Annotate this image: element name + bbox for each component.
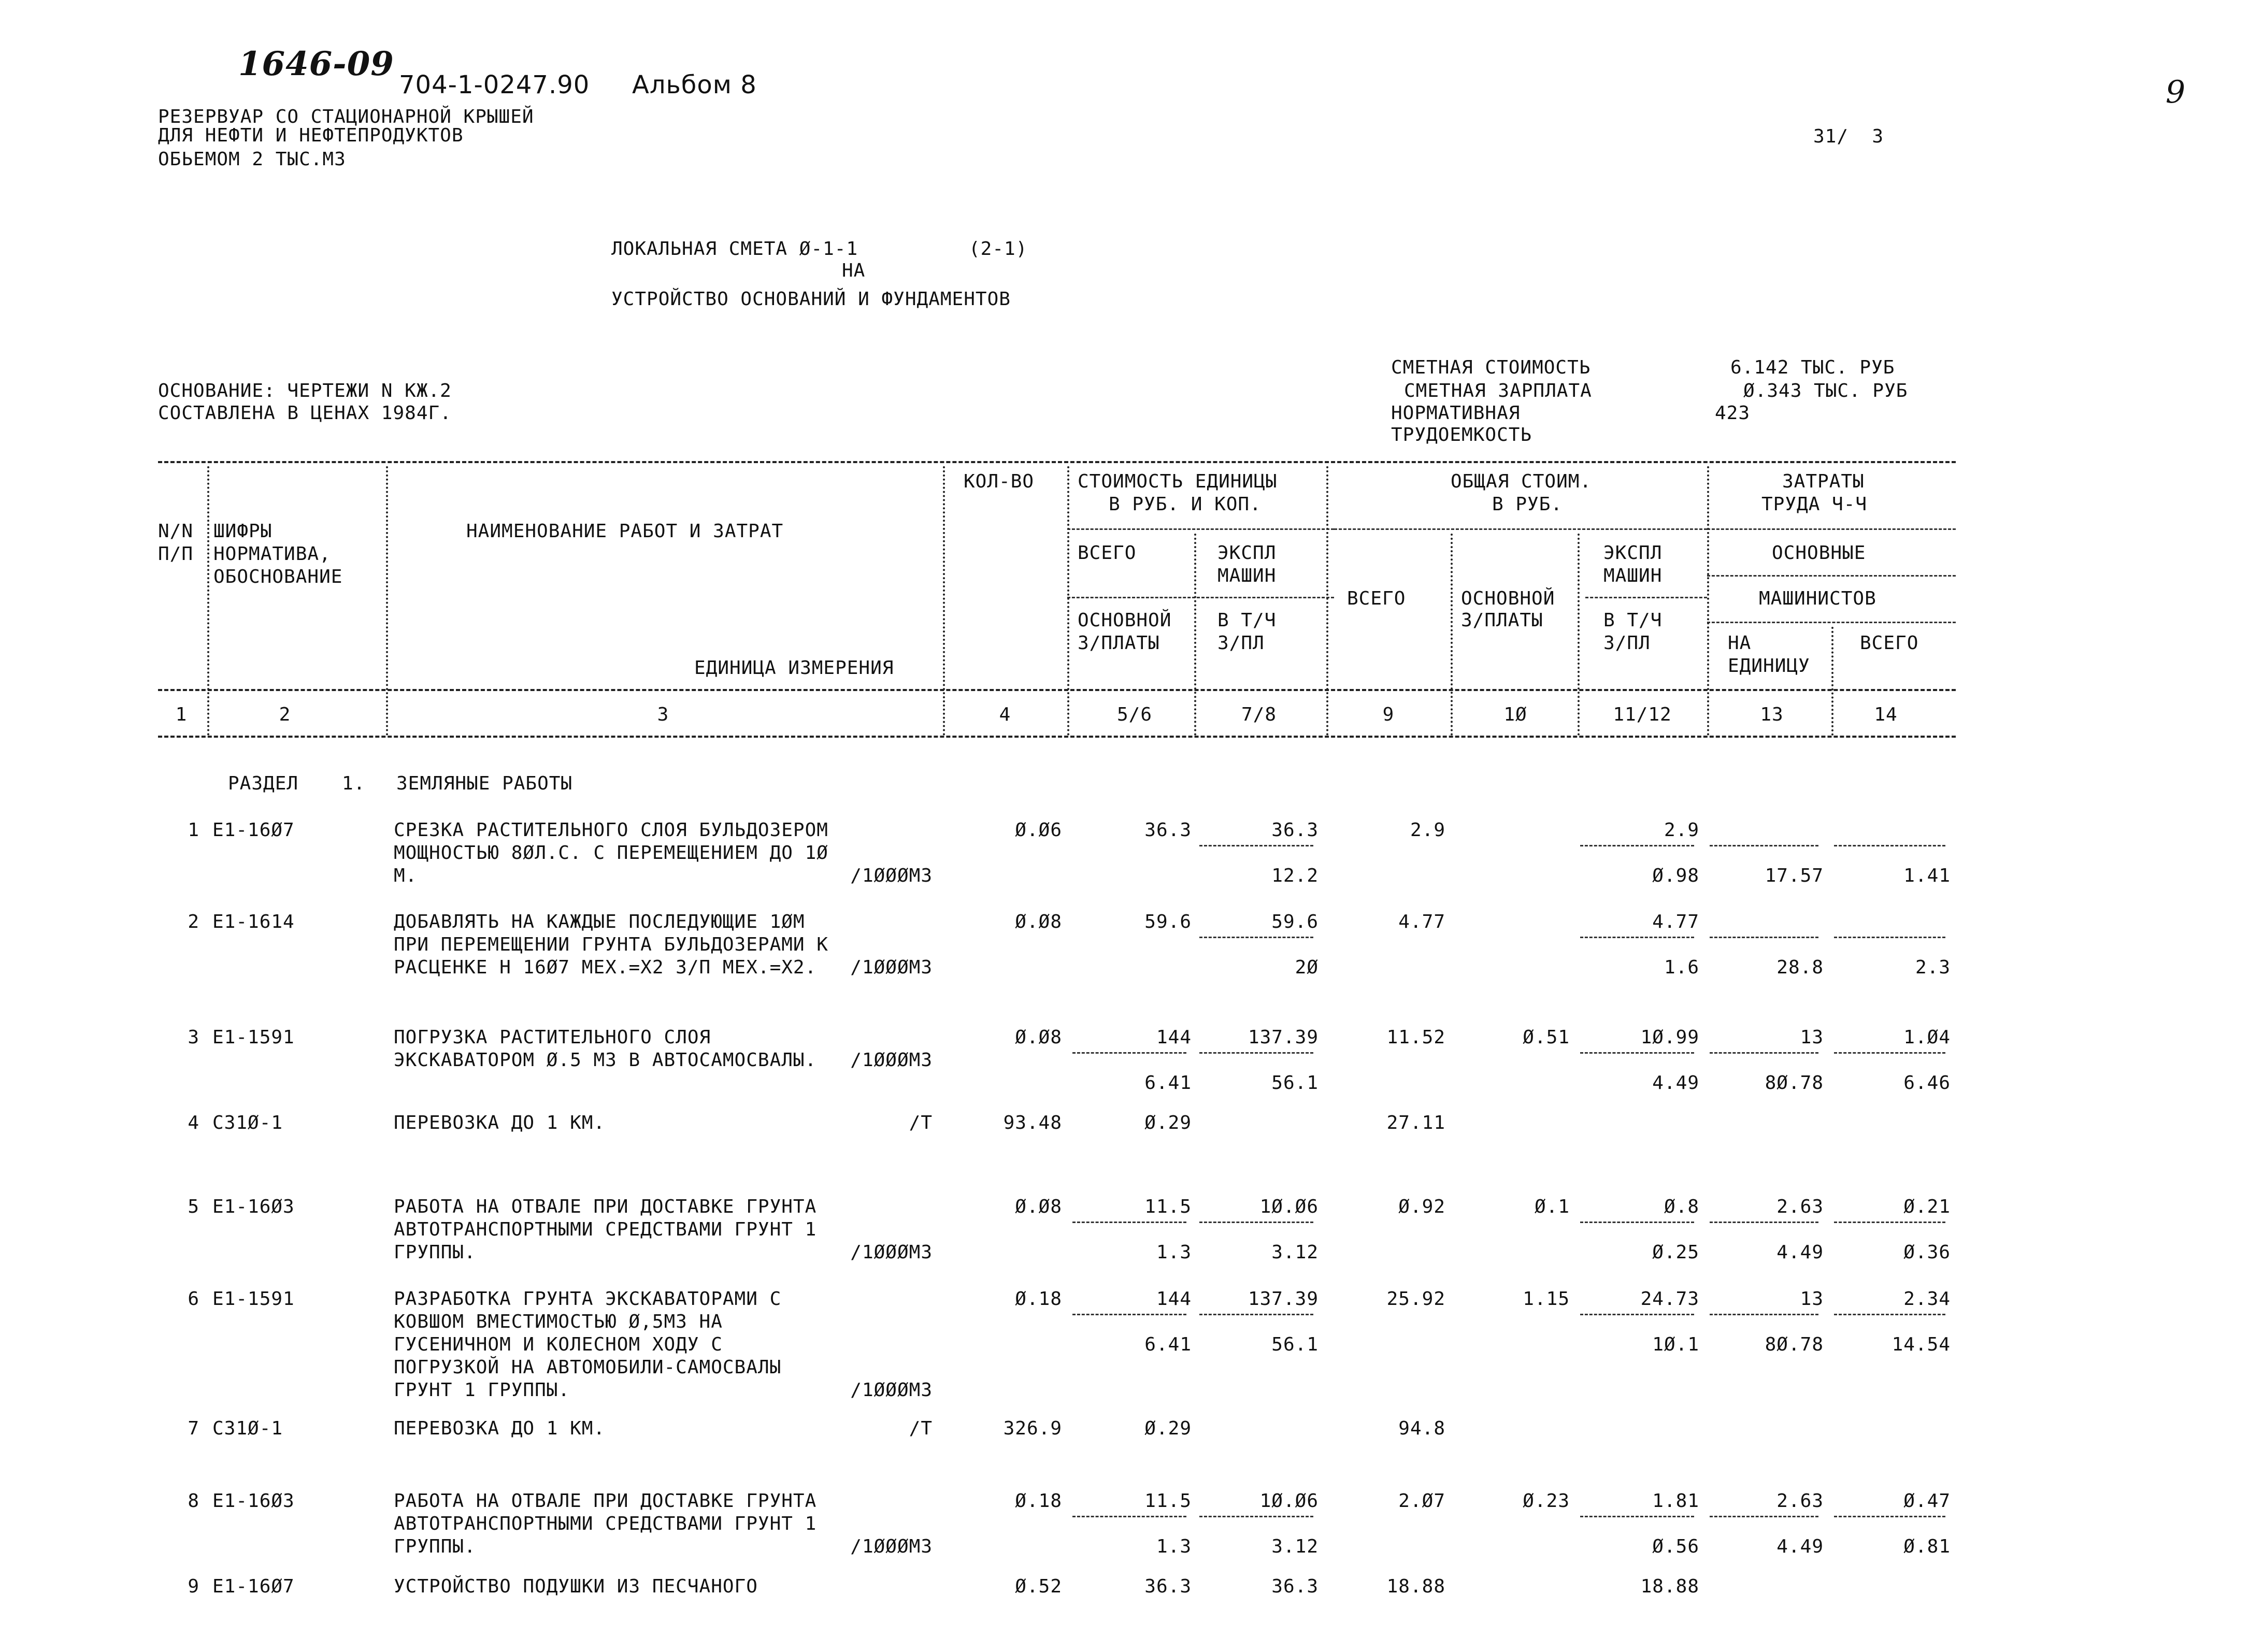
hdr-general-exp-3: В Т/Ч xyxy=(1603,610,1663,631)
hdr-code-a: ШИФРЫ xyxy=(213,521,273,542)
col-divider-8 xyxy=(1578,534,1580,736)
hdr-general-base-b: З/ПЛАТЫ xyxy=(1461,610,1543,631)
row-name-line: СРЕЗКА РАСТИТЕЛЬНОГО СЛОЯ БУЛЬДОЗЕРОМ xyxy=(394,820,828,841)
row-qty: Ø.18 xyxy=(1015,1288,1062,1310)
row-number: 1 xyxy=(188,820,199,841)
labor-mach-per-unit: 17.57 xyxy=(1765,865,1824,886)
col-divider-2 xyxy=(386,466,388,736)
labor-mach-per-unit: 8Ø.78 xyxy=(1765,1072,1824,1094)
object-line-3: ОБЬЕМОМ 2 ТЫС.М3 xyxy=(158,149,346,170)
cell-rule xyxy=(1580,845,1694,846)
cell-rule xyxy=(1834,1222,1945,1223)
cell-rule xyxy=(1199,845,1313,846)
unit-cost-machine: 59.6 xyxy=(1271,911,1319,932)
row-name-line: ДОБАВЛЯТЬ НА КАЖДЫЕ ПОСЛЕДУЮЩИЕ 1ØМ xyxy=(394,911,805,932)
cell-rule xyxy=(1580,1516,1694,1517)
unit-cost-total: 144 xyxy=(1156,1027,1192,1048)
general-total: 27.11 xyxy=(1386,1112,1445,1133)
row-unit: /1ØØØМ3 xyxy=(850,865,933,886)
labor-base-per-unit: 2.63 xyxy=(1776,1196,1824,1217)
row-number: 7 xyxy=(188,1418,199,1439)
unit-cost-total: 11.5 xyxy=(1144,1490,1192,1512)
page-number: 9 xyxy=(2166,74,2186,110)
summary-labor-label-2: ТРУДОЕМКОСТЬ xyxy=(1391,424,1532,446)
general-machine: 24.73 xyxy=(1640,1288,1699,1310)
row-qty: Ø.52 xyxy=(1015,1576,1062,1597)
section-label: РАЗДЕЛ xyxy=(228,773,299,794)
cell-rule xyxy=(1199,937,1313,938)
hdr-general-total: ВСЕГО xyxy=(1347,588,1406,609)
summary-labor-label: НОРМАТИВНАЯ xyxy=(1391,403,1521,424)
hdr-uc-exp-3: В Т/Ч xyxy=(1217,610,1277,631)
unit-cost-total: Ø.29 xyxy=(1144,1418,1192,1439)
colnum-4: 4 xyxy=(999,704,1011,725)
row-code: С31Ø-1 xyxy=(212,1418,283,1439)
unit-cost-wage: 1.3 xyxy=(1156,1242,1192,1263)
hdr-general-exp-2: МАШИН xyxy=(1603,565,1663,586)
unit-cost-machine-wage: 3.12 xyxy=(1271,1536,1319,1557)
row-name-line: ПЕРЕВОЗКА ДО 1 КМ. xyxy=(394,1112,606,1133)
unit-cost-machine: 137.39 xyxy=(1248,1027,1319,1048)
row-name-line: ГРУППЫ. xyxy=(394,1536,476,1557)
hdr-uc-total: ВСЕГО xyxy=(1078,542,1137,564)
row-code: Е1-16Ø7 xyxy=(212,1576,295,1597)
hdr-general-base-a: ОСНОВНОЙ xyxy=(1461,588,1555,609)
sheet-number: 31/ 3 xyxy=(1813,126,1884,147)
section-number: 1. xyxy=(342,773,366,794)
general-machine-wage: Ø.98 xyxy=(1652,865,1699,886)
row-code: Е1-1614 xyxy=(212,911,295,932)
labor-mach-total: 6.46 xyxy=(1903,1072,1951,1094)
row-unit: /1ØØØМ3 xyxy=(850,1536,933,1557)
row-name-line: ЭКСКАВАТОРОМ Ø.5 М3 В АВТОСАМОСВАЛЫ. xyxy=(394,1050,817,1071)
col-divider-6 xyxy=(1326,466,1328,736)
row-name-line: ГРУНТ 1 ГРУППЫ. xyxy=(394,1380,570,1401)
general-base-wage: Ø.23 xyxy=(1523,1490,1570,1512)
unit-cost-machine-wage: 3.12 xyxy=(1271,1242,1319,1263)
labor-mach-per-unit: 28.8 xyxy=(1776,957,1824,978)
cell-rule xyxy=(1834,845,1945,846)
row-name-line: АВТОТРАНСПОРТНЫМИ СРЕДСТВАМИ ГРУНТ 1 xyxy=(394,1219,817,1240)
hdr-qty: КОЛ-ВО xyxy=(964,471,1035,492)
cell-rule xyxy=(1199,1052,1313,1054)
cell-rule xyxy=(1710,845,1818,846)
row-qty: Ø.Ø6 xyxy=(1015,820,1062,841)
header-rule-general xyxy=(1334,528,1707,530)
labor-mach-total: Ø.81 xyxy=(1903,1536,1951,1557)
unit-cost-machine: 1Ø.Ø6 xyxy=(1259,1196,1319,1217)
cell-rule xyxy=(1072,1516,1186,1517)
col-divider-3 xyxy=(943,466,945,736)
row-code: Е1-16Ø3 xyxy=(212,1196,295,1217)
row-number: 9 xyxy=(188,1576,199,1597)
row-name-line: КОВШОМ ВМЕСТИМОСТЬЮ Ø,5М3 НА xyxy=(394,1311,723,1332)
unit-cost-wage: 6.41 xyxy=(1144,1072,1192,1094)
row-number: 6 xyxy=(188,1288,199,1310)
row-qty: Ø.18 xyxy=(1015,1490,1062,1512)
album-label: Альбом 8 xyxy=(632,70,757,99)
cell-rule xyxy=(1710,937,1818,938)
general-machine: 4.77 xyxy=(1652,911,1699,932)
general-machine: Ø.8 xyxy=(1664,1196,1699,1217)
row-name-line: ПЕРЕВОЗКА ДО 1 КМ. xyxy=(394,1418,606,1439)
hdr-labor-mach: МАШИНИСТОВ xyxy=(1759,588,1876,609)
colnum-7: 9 xyxy=(1382,704,1395,725)
labor-base-total: 2.34 xyxy=(1903,1288,1951,1310)
estimate-title: ЛОКАЛЬНАЯ СМЕТА Ø-1-1 xyxy=(611,238,858,260)
general-machine: 1Ø.99 xyxy=(1640,1027,1699,1048)
labor-base-per-unit: 13 xyxy=(1800,1027,1824,1048)
labor-mach-total: Ø.36 xyxy=(1903,1242,1951,1263)
colnum-9: 11/12 xyxy=(1613,704,1672,725)
estimate-subject: УСТРОЙСТВО ОСНОВАНИЙ И ФУНДАМЕНТОВ xyxy=(611,289,1011,310)
hdr-num-a: N/N xyxy=(158,521,194,542)
unit-cost-total: 11.5 xyxy=(1144,1196,1192,1217)
hdr-labor-base: ОСНОВНЫЕ xyxy=(1772,542,1866,564)
row-name-line: РАБОТА НА ОТВАЛЕ ПРИ ДОСТАВКЕ ГРУНТА xyxy=(394,1196,817,1217)
cell-rule xyxy=(1580,1314,1694,1315)
basis-prices: СОСТАВЛЕНА В ЦЕНАХ 1984Г. xyxy=(158,403,452,424)
header-rule-unit-cost-2 xyxy=(1067,597,1334,598)
row-number: 8 xyxy=(188,1490,199,1512)
unit-cost-machine-wage: 2Ø xyxy=(1295,957,1319,978)
labor-mach-total: 1.41 xyxy=(1903,865,1951,886)
unit-cost-machine: 137.39 xyxy=(1248,1288,1319,1310)
row-unit: /1ØØØМ3 xyxy=(850,957,933,978)
column-numbers-rule xyxy=(158,736,1956,738)
row-name-line: УСТРОЙСТВО ПОДУШКИ ИЗ ПЕСЧАНОГО xyxy=(394,1576,758,1597)
unit-cost-total: 59.6 xyxy=(1144,911,1192,932)
row-name-line: ГУСЕНИЧНОМ И КОЛЕСНОМ ХОДУ С xyxy=(394,1334,723,1355)
header-bottom-rule xyxy=(158,689,1956,691)
object-line-1: РЕЗЕРВУАР СО СТАЦИОНАРНОЙ КРЫШЕЙ xyxy=(158,106,534,127)
general-total: 11.52 xyxy=(1386,1027,1445,1048)
project-code: 704-1-0247.90 xyxy=(399,70,590,99)
colnum-6: 7/8 xyxy=(1241,704,1277,725)
row-code: Е1-1591 xyxy=(212,1288,295,1310)
general-base-wage: Ø.51 xyxy=(1523,1027,1570,1048)
labor-base-per-unit: 13 xyxy=(1800,1288,1824,1310)
cell-rule xyxy=(1072,1052,1186,1054)
unit-cost-machine-wage: 56.1 xyxy=(1271,1072,1319,1094)
summary-cost-value: 6.142 ТЫС. РУБ xyxy=(1730,357,1895,378)
row-code: Е1-16Ø7 xyxy=(212,820,295,841)
cell-rule xyxy=(1710,1516,1818,1517)
general-total: Ø.92 xyxy=(1398,1196,1445,1217)
unit-cost-total: 36.3 xyxy=(1144,1576,1192,1597)
labor-mach-total: 2.3 xyxy=(1915,957,1951,978)
general-machine-wage: 4.49 xyxy=(1652,1072,1699,1094)
row-name-line: ПОГРУЗКА РАСТИТЕЛЬНОГО СЛОЯ xyxy=(394,1027,711,1048)
general-base-wage: Ø.1 xyxy=(1534,1196,1570,1217)
labor-mach-per-unit: 4.49 xyxy=(1776,1536,1824,1557)
estimate-title-na: НА xyxy=(842,260,866,281)
hdr-per-unit-a: НА xyxy=(1728,633,1752,654)
hdr-labor-2: ТРУДА Ч-Ч xyxy=(1761,494,1868,515)
row-unit: /Т xyxy=(909,1418,933,1439)
row-code: С31Ø-1 xyxy=(212,1112,283,1133)
row-qty: Ø.Ø8 xyxy=(1015,911,1062,932)
hdr-general-1: ОБЩАЯ СТОИМ. xyxy=(1451,471,1592,492)
summary-cost-label: СМЕТНАЯ СТОИМОСТЬ xyxy=(1391,357,1591,378)
summary-wage-label: СМЕТНАЯ ЗАРПЛАТА xyxy=(1404,380,1592,401)
row-number: 4 xyxy=(188,1112,199,1133)
general-total: 2.Ø7 xyxy=(1398,1490,1445,1512)
unit-cost-machine-wage: 56.1 xyxy=(1271,1334,1319,1355)
row-code: Е1-1591 xyxy=(212,1027,295,1048)
col-divider-10 xyxy=(1831,627,1833,736)
unit-cost-machine-wage: 12.2 xyxy=(1271,865,1319,886)
header-rule-labor-2 xyxy=(1707,575,1956,577)
row-name-line: ПОГРУЗКОЙ НА АВТОМОБИЛИ-САМОСВАЛЫ xyxy=(394,1357,782,1378)
cell-rule xyxy=(1580,1222,1694,1223)
basis-drawings: ОСНОВАНИЕ: ЧЕРТЕЖИ N КЖ.2 xyxy=(158,380,452,401)
hdr-labor-1: ЗАТРАТЫ xyxy=(1782,471,1865,492)
unit-cost-wage: 1.3 xyxy=(1156,1536,1192,1557)
row-code: Е1-16Ø3 xyxy=(212,1490,295,1512)
hdr-uc-exp-1: ЭКСПЛ xyxy=(1217,542,1277,564)
colnum-3: 3 xyxy=(657,704,669,725)
unit-cost-machine: 1Ø.Ø6 xyxy=(1259,1490,1319,1512)
hdr-work-name: НАИМЕНОВАНИЕ РАБОТ И ЗАТРАТ xyxy=(466,521,784,542)
hdr-uc-base-b: З/ПЛАТЫ xyxy=(1078,633,1160,654)
general-total: 18.88 xyxy=(1386,1576,1445,1597)
cell-rule xyxy=(1199,1516,1313,1517)
hdr-per-unit-b: ЕДИНИЦУ xyxy=(1728,655,1810,677)
row-number: 2 xyxy=(188,911,199,932)
cell-rule xyxy=(1072,1222,1186,1223)
hdr-unit: ЕДИНИЦА ИЗМЕРЕНИЯ xyxy=(694,657,894,679)
header-rule-labor xyxy=(1707,528,1956,530)
general-total: 4.77 xyxy=(1398,911,1445,932)
col-divider-4 xyxy=(1067,466,1069,736)
general-machine-wage: 1Ø.1 xyxy=(1652,1334,1699,1355)
row-name-line: ПРИ ПЕРЕМЕЩЕНИИ ГРУНТА БУЛЬДОЗЕРАМИ К xyxy=(394,934,828,955)
section-name: ЗЕМЛЯНЫЕ РАБОТЫ xyxy=(396,773,573,794)
row-qty: Ø.Ø8 xyxy=(1015,1027,1062,1048)
unit-cost-total: Ø.29 xyxy=(1144,1112,1192,1133)
hdr-uc-base-a: ОСНОВНОЙ xyxy=(1078,610,1172,631)
header-rule-unit-cost xyxy=(1067,528,1334,530)
table-top-rule xyxy=(158,461,1956,463)
general-machine-wage: 1.6 xyxy=(1664,957,1699,978)
general-total: 94.8 xyxy=(1398,1418,1445,1439)
general-base-wage: 1.15 xyxy=(1523,1288,1570,1310)
row-name-line: РАСЦЕНКЕ Н 16Ø7 МЕХ.=Х2 З/П МЕХ.=Х2. xyxy=(394,957,817,978)
general-machine-wage: Ø.25 xyxy=(1652,1242,1699,1263)
row-name-line: МОЩНОСТЬЮ 8ØЛ.С. С ПЕРЕМЕЩЕНИЕМ ДО 1Ø xyxy=(394,842,828,864)
hdr-unit-cost-1: СТОИМОСТЬ ЕДИНИЦЫ xyxy=(1078,471,1278,492)
colnum-11: 14 xyxy=(1874,704,1898,725)
labor-base-total: 1.Ø4 xyxy=(1903,1027,1951,1048)
row-name-line: ГРУППЫ. xyxy=(394,1242,476,1263)
row-unit: /Т xyxy=(909,1112,933,1133)
colnum-10: 13 xyxy=(1760,704,1784,725)
estimate-code: (2-1) xyxy=(969,238,1028,260)
cell-rule xyxy=(1710,1222,1818,1223)
hdr-uc-exp-4: З/ПЛ xyxy=(1217,633,1265,654)
labor-base-total: Ø.47 xyxy=(1903,1490,1951,1512)
unit-cost-machine: 36.3 xyxy=(1271,1576,1319,1597)
row-unit: /1ØØØМ3 xyxy=(850,1050,933,1071)
row-number: 5 xyxy=(188,1196,199,1217)
colnum-2: 2 xyxy=(279,704,291,725)
row-qty: 326.9 xyxy=(1003,1418,1062,1439)
colnum-1: 1 xyxy=(175,704,188,725)
object-line-2: ДЛЯ НЕФТИ И НЕФТЕПРОДУКТОВ xyxy=(158,125,464,146)
cell-rule xyxy=(1834,1052,1945,1054)
general-total: 2.9 xyxy=(1410,820,1445,841)
row-name-line: АВТОТРАНСПОРТНЫМИ СРЕДСТВАМИ ГРУНТ 1 xyxy=(394,1513,817,1534)
cell-rule xyxy=(1710,1314,1818,1315)
colnum-5: 5/6 xyxy=(1116,704,1153,725)
col-divider-5 xyxy=(1194,534,1196,736)
hdr-unit-cost-2: В РУБ. И КОП. xyxy=(1109,494,1262,515)
labor-mach-per-unit: 8Ø.78 xyxy=(1765,1334,1824,1355)
row-qty: Ø.Ø8 xyxy=(1015,1196,1062,1217)
row-name-line: РАЗРАБОТКА ГРУНТА ЭКСКАВАТОРАМИ С xyxy=(394,1288,782,1310)
unit-cost-total: 144 xyxy=(1156,1288,1192,1310)
col-divider-9 xyxy=(1707,466,1709,736)
cell-rule xyxy=(1834,1314,1945,1315)
labor-base-per-unit: 2.63 xyxy=(1776,1490,1824,1512)
labor-base-total: Ø.21 xyxy=(1903,1196,1951,1217)
cell-rule xyxy=(1834,1516,1945,1517)
handwritten-number: 1646-09 xyxy=(238,45,394,83)
row-name-line: РАБОТА НА ОТВАЛЕ ПРИ ДОСТАВКЕ ГРУНТА xyxy=(394,1490,817,1512)
general-machine: 2.9 xyxy=(1664,820,1699,841)
cell-rule xyxy=(1580,1052,1694,1054)
row-number: 3 xyxy=(188,1027,199,1048)
summary-wage-value: Ø.343 ТЫС. РУБ xyxy=(1743,380,1908,401)
general-total: 25.92 xyxy=(1386,1288,1445,1310)
unit-cost-total: 36.3 xyxy=(1144,820,1192,841)
hdr-num-b: П/П xyxy=(158,543,194,565)
hdr-general-exp-1: ЭКСПЛ xyxy=(1603,542,1663,564)
header-rule-labor-3 xyxy=(1707,622,1956,623)
hdr-general-2: В РУБ. xyxy=(1492,494,1563,515)
row-qty: 93.48 xyxy=(1003,1112,1062,1133)
col-divider-7 xyxy=(1451,534,1453,736)
hdr-general-exp-4: З/ПЛ xyxy=(1603,633,1651,654)
unit-cost-machine: 36.3 xyxy=(1271,820,1319,841)
general-machine-wage: Ø.56 xyxy=(1652,1536,1699,1557)
col-divider-1 xyxy=(207,466,209,736)
header-rule-general-2 xyxy=(1585,597,1707,598)
row-unit: /1ØØØМ3 xyxy=(850,1380,933,1401)
cell-rule xyxy=(1072,1314,1186,1315)
cell-rule xyxy=(1580,937,1694,938)
cell-rule xyxy=(1199,1314,1313,1315)
summary-labor-value: 423 xyxy=(1715,403,1751,424)
cell-rule xyxy=(1834,937,1945,938)
cell-rule xyxy=(1199,1222,1313,1223)
hdr-code-c: ОБОСНОВАНИЕ xyxy=(213,566,343,587)
row-unit: /1ØØØМ3 xyxy=(850,1242,933,1263)
hdr-uc-exp-2: МАШИН xyxy=(1217,565,1277,586)
cell-rule xyxy=(1710,1052,1818,1054)
general-machine: 18.88 xyxy=(1640,1576,1699,1597)
colnum-8: 1Ø xyxy=(1503,704,1527,725)
labor-mach-total: 14.54 xyxy=(1892,1334,1951,1355)
labor-mach-per-unit: 4.49 xyxy=(1776,1242,1824,1263)
hdr-code-b: НОРМАТИВА, xyxy=(213,543,331,565)
hdr-labor-total: ВСЕГО xyxy=(1860,633,1919,654)
row-name-line: М. xyxy=(394,865,418,886)
unit-cost-wage: 6.41 xyxy=(1144,1334,1192,1355)
general-machine: 1.81 xyxy=(1652,1490,1699,1512)
